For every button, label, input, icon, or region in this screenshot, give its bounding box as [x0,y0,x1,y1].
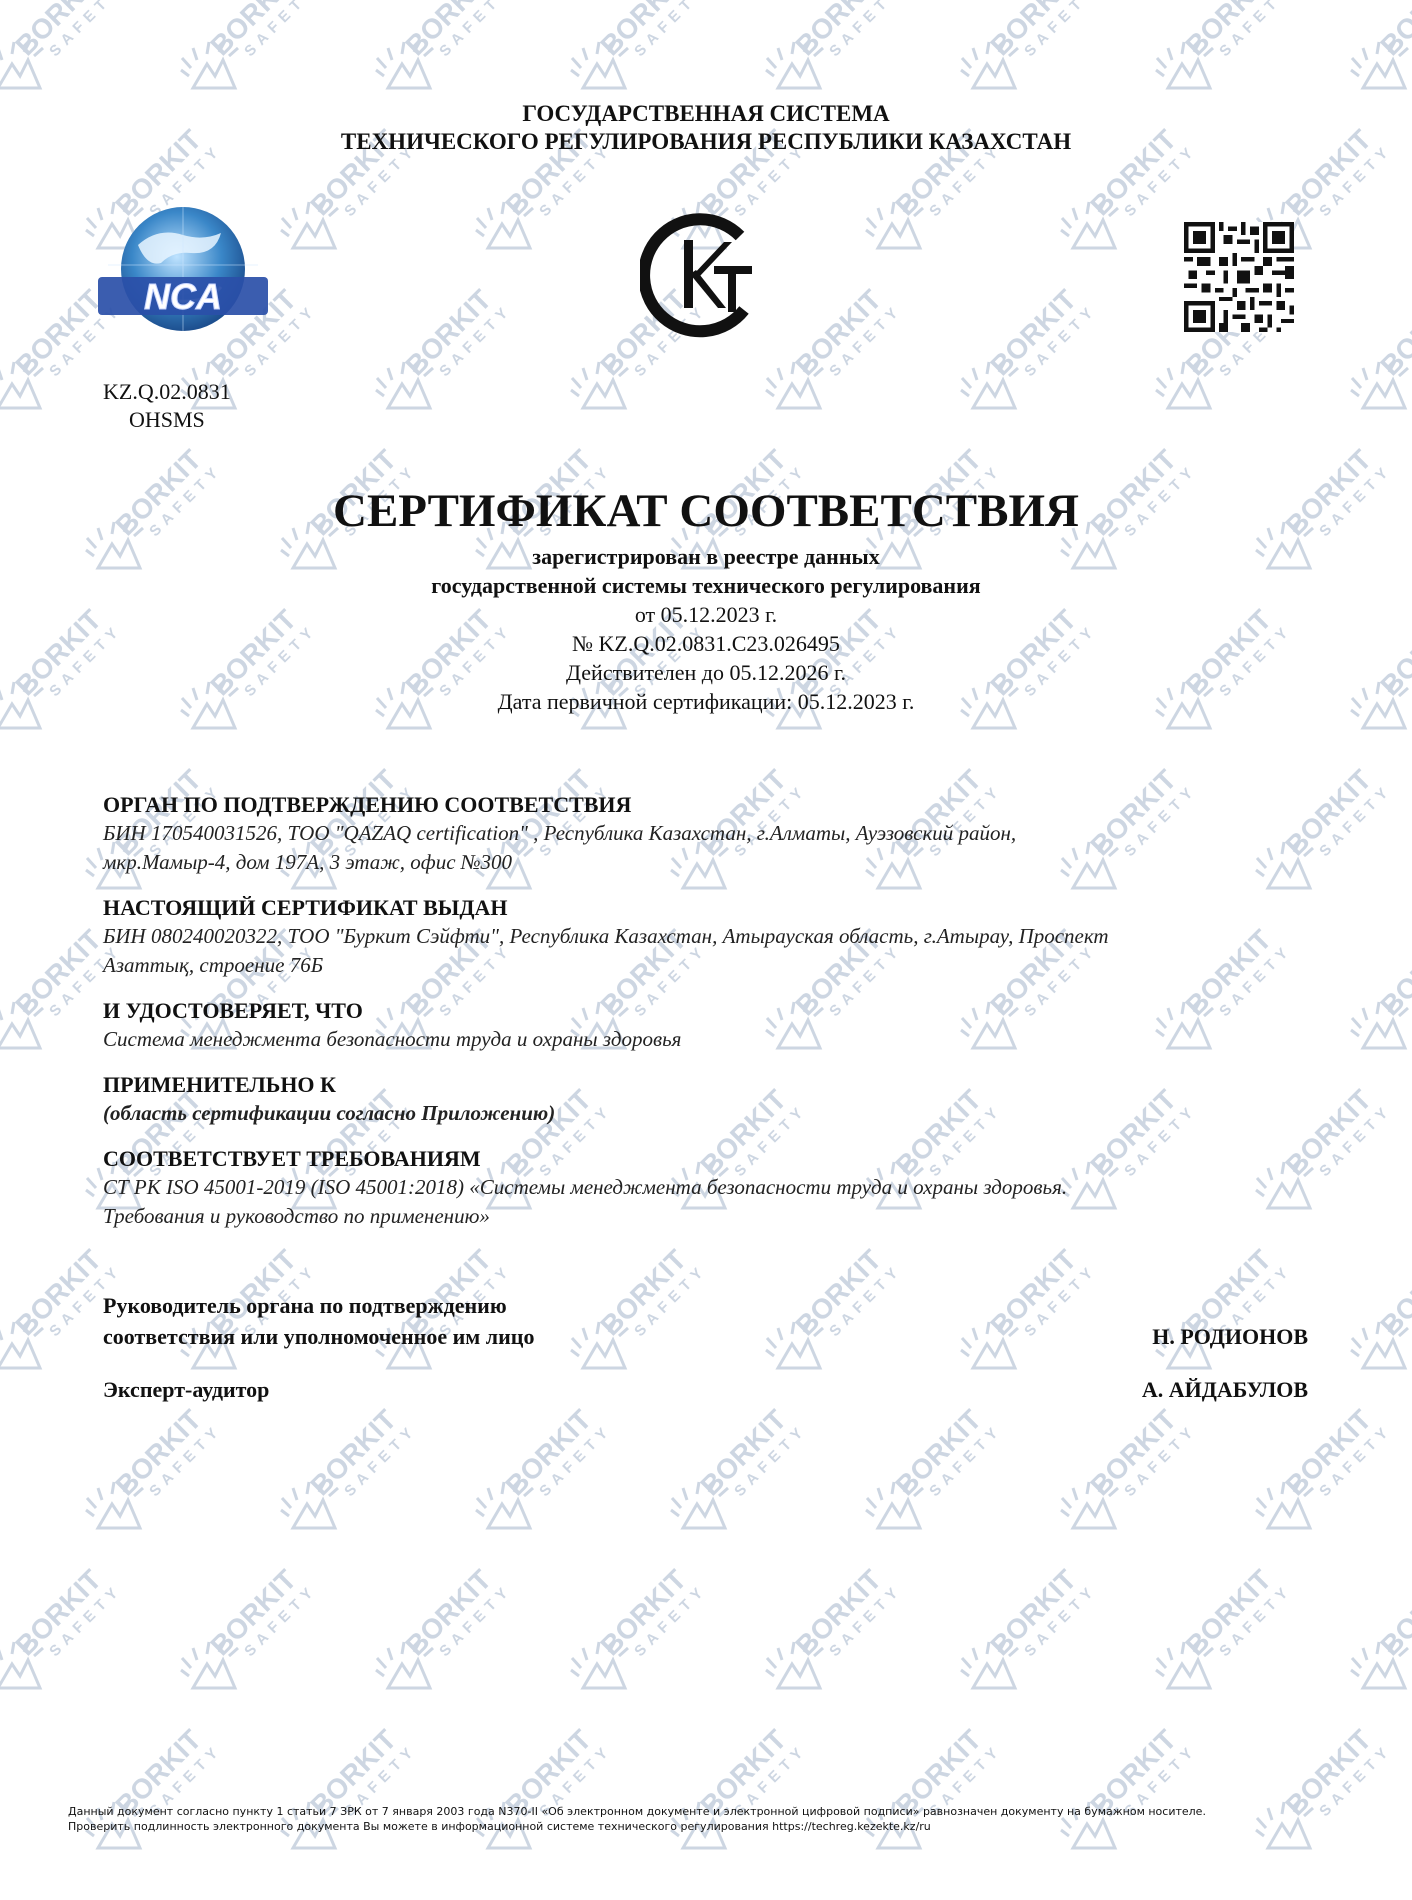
footer-line-1: Данный документ согласно пункту 1 статьи 7 ЗРК от 7 января 2003 года N370-II «Об электронном документе и электронной цифровой подписи» равнозначен документу на бумажном носителе. [68,1805,1206,1818]
section-text: СТ РК ISO 45001-2019 (ISO 45001:2018) «Системы менеджмента безопасности труда и охраны здоровья. [103,1175,1068,1199]
signature-expert [103,1374,1308,1405]
signature-label: Руководитель органа по подтверждению [103,1293,507,1318]
legal-footer [68,1804,1206,1834]
certificate-sections [103,790,1323,1247]
signature-head [103,1290,1308,1352]
accreditation-scheme: OHSMS [128,407,205,432]
accreditation-block [103,378,231,434]
header-line-2: ТЕХНИЧЕСКОГО РЕГУЛИРОВАНИЯ РЕСПУБЛИКИ КАЗАХСТАН [340,129,1072,154]
signature-label: соответствия или уполномоченное им лицо [103,1324,535,1349]
signature-label: Эксперт-аудитор [103,1377,270,1402]
nca-globe-logo [98,205,268,345]
first-certification-date: Дата первичной сертификации: 05.12.2023 г. [497,689,915,714]
section-complies-with [103,1144,1323,1231]
section-certifies [103,996,1323,1054]
registration-date: от 05.12.2023 г. [634,602,778,627]
signatory-name: А. АЙДАБУЛОВ [1141,1377,1308,1402]
registered-line-2: государственной системы технического регулирования [431,573,981,598]
section-text: Азаттық, строение 76Б [103,953,324,977]
section-heading: И УДОСТОВЕРЯЕТ, ЧТО [103,998,363,1023]
section-heading: ПРИМЕНИТЕЛЬНО К [103,1072,336,1097]
registration-block [0,542,1412,716]
qr-code-icon [1184,222,1294,332]
registered-line-1: зарегистрирован в реестре данных [532,544,880,569]
header-line-1: ГОСУДАРСТВЕННАЯ СИСТЕМА [522,101,890,126]
section-text: мкр.Мамыр-4, дом 197А, 3 этаж, офис №300 [103,850,513,874]
section-issued-to [103,893,1323,980]
section-applicable-to [103,1070,1323,1128]
section-text: БИН 080240020322, ТОО "Буркит Сэйфти", Республика Казахстан, Атырауская область, г.Атырау, Проспект [103,924,1109,948]
valid-until: Действителен до 05.12.2026 г. [566,660,846,685]
svg-text:NCA: NCA [144,276,222,317]
kz-conformity-mark [640,210,770,340]
section-text: БИН 170540031526, ТОО "QAZAQ certification" , Республика Казахстан, г.Алматы, Ауэзовский район, [103,821,1017,845]
signatory-name: Н. РОДИОНОВ [1152,1324,1308,1349]
section-heading: СООТВЕТСТВУЕТ ТРЕБОВАНИЯМ [103,1146,481,1171]
certificate-number: № KZ.Q.02.0831.C23.026495 [572,631,840,656]
section-text: (область сертификации согласно Приложению) [103,1101,556,1125]
section-certification-body [103,790,1323,877]
government-system-header [0,100,1412,156]
certificate-title: СЕРТИФИКАТ СООТВЕТСТВИЯ [333,485,1079,537]
footer-line-2: Проверить подлинность электронного документа Вы можете в информационной системе технического регулирования https://techreg.kezekte.kz/ru [68,1820,931,1833]
section-heading: НАСТОЯЩИЙ СЕРТИФИКАТ ВЫДАН [103,895,508,920]
section-heading: ОРГАН ПО ПОДТВЕРЖДЕНИЮ СООТВЕТСТВИЯ [103,792,632,817]
section-text: Требования и руководство по применению» [103,1204,490,1228]
accreditation-code: KZ.Q.02.0831 [103,379,231,404]
section-text: Система менеджмента безопасности труда и охраны здоровья [103,1027,682,1051]
